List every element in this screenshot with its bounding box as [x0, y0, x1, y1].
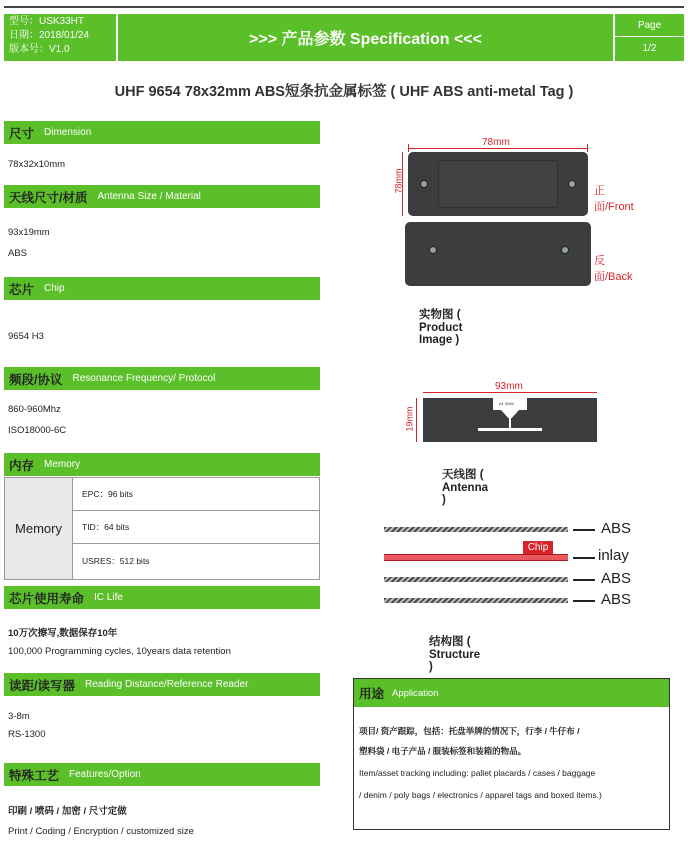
protocol: ISO18000-6C: [8, 425, 67, 436]
layer-abs-bottom: [384, 598, 568, 603]
width-label: 78mm: [482, 137, 510, 148]
section-title-en: Chip: [44, 283, 65, 294]
application-line-3: Item/asset tracking including: pallet placards / cases / baggage: [359, 768, 596, 778]
antenna-caption: 天线图 ( Antenna ): [442, 469, 488, 506]
section-features: [4, 763, 320, 786]
memory-table: [4, 477, 320, 580]
front-label: 正面/Front: [594, 185, 634, 213]
width-dimension-line: [408, 148, 588, 149]
release-date: 日期：2018/01/24: [9, 30, 90, 41]
antenna-material: ABS: [8, 248, 28, 259]
memory-row-tid: TID：64 bits: [73, 511, 319, 544]
section-chip: [4, 277, 320, 300]
page-number: 1/2: [642, 43, 657, 54]
memory-row-epc: EPC：96 bits: [73, 478, 319, 511]
antenna-inlay: [423, 398, 597, 442]
application-line-4: / denim / poly bags / electronics / apparel tags and boxed items.): [359, 790, 602, 800]
mount-hole-icon: [429, 246, 437, 254]
section-title-en: Antenna Size / Material: [97, 191, 201, 202]
features-zh: 印刷 / 喷码 / 加密 / 尺寸定做: [8, 806, 127, 817]
section-dimension: [4, 121, 320, 144]
section-title-en: Reading Distance/Reference Reader: [84, 679, 249, 690]
features-en: Print / Coding / Encryption / customized size: [8, 826, 194, 837]
mount-hole-icon: [568, 180, 576, 188]
section-title-en: Memory: [44, 459, 81, 470]
header-meta: [4, 14, 116, 61]
antenna-height-label: 19mm: [404, 406, 415, 432]
application-title-zh: 用途: [359, 687, 385, 701]
header-title: >>> 产品参数 Specification <<<: [118, 14, 613, 61]
section-title-en: IC Life: [94, 592, 123, 603]
layer-label: ABS: [601, 520, 632, 537]
section-title-zh: 芯片使用寿命: [9, 591, 85, 606]
section-title-zh: 读距/读写器: [9, 678, 75, 693]
arrow-left-icon: [573, 579, 595, 581]
chip-value: 9654 H3: [8, 331, 44, 342]
mount-hole-icon: [420, 180, 428, 188]
back-label: 反面/Back: [594, 255, 633, 283]
ic-life-zh: 10万次擦写,数据保存10年: [8, 628, 118, 639]
section-title-zh: 尺寸: [9, 126, 35, 141]
model-number: 型号：USK33HT: [9, 16, 85, 27]
section-title-zh: 频段/协议: [9, 372, 63, 387]
layer-label: ABS: [601, 591, 632, 608]
page-label: Page: [615, 14, 684, 37]
section-title-zh: 特殊工艺: [9, 768, 60, 783]
chip-marker: Chip: [523, 541, 553, 554]
memory-label: Memory: [5, 478, 73, 579]
header-rule: [4, 6, 684, 8]
section-frequency: [4, 367, 320, 390]
layer-abs-top: [384, 527, 568, 532]
section-title-en: Resonance Frequency/ Protocol: [72, 373, 216, 384]
reference-reader: RS-1300: [8, 729, 46, 740]
arrow-left-icon: [573, 600, 595, 602]
section-title-zh: 内存: [9, 458, 35, 473]
page-indicator: [615, 14, 684, 61]
layer-label: inlay: [598, 547, 629, 564]
section-title-zh: 芯片: [9, 282, 35, 297]
frequency-range: 860-960Mhz: [8, 404, 61, 415]
antenna-width-line: [423, 392, 597, 393]
layer-inlay: [384, 554, 568, 561]
tag-back: [405, 222, 591, 286]
section-memory: [4, 453, 320, 476]
ic-life-en: 100,000 Programming cycles, 10years data retention: [8, 646, 231, 657]
product-image-caption: 实物图 ( Product Image ): [419, 309, 463, 346]
section-title-en: Features/Option: [69, 769, 141, 780]
application-header: [354, 679, 669, 707]
layer-label: ABS: [601, 570, 632, 587]
tag-front: [408, 152, 588, 216]
section-title-en: Dimension: [44, 127, 92, 138]
memory-row-user: USRES：512 bits: [82, 555, 150, 566]
arrow-left-icon: [573, 557, 595, 559]
document-title: UHF 9654 78x32mm ABS短条抗金属标签 ( UHF ABS anti-metal Tag ): [114, 84, 574, 100]
antenna-width-label: 93mm: [495, 381, 523, 392]
antenna-trace: [478, 428, 542, 431]
antenna-chip-text: A1 9654: [499, 401, 514, 406]
layer-abs-middle: [384, 577, 568, 582]
application-line-2: 塑料袋 / 电子产品 / 服装标签和装箱的物品。: [359, 746, 527, 756]
arrow-left-icon: [573, 529, 595, 531]
section-reading: [4, 673, 320, 696]
mount-hole-icon: [561, 246, 569, 254]
height-label: 78mm: [393, 168, 404, 194]
antenna-size: 93x19mm: [8, 227, 50, 238]
version-number: 版本号：V1.0: [9, 44, 70, 55]
dimension-value: 78x32x10mm: [8, 159, 66, 170]
structure-caption: 结构图 ( Structure ): [429, 636, 481, 673]
reading-distance: 3-8m: [8, 711, 30, 722]
application-title-en: Application: [392, 687, 439, 699]
section-title-zh: 天线尺寸/材质: [9, 190, 88, 205]
application-box: [353, 678, 670, 830]
antenna-height-line: [416, 398, 417, 442]
page-header: [4, 4, 684, 61]
application-line-1: 项目/ 资产跟踪，包括：托盘举牌的情况下，行李 / 牛仔布 /: [359, 726, 580, 736]
section-ic-life: [4, 586, 320, 609]
section-antenna: [4, 185, 320, 208]
